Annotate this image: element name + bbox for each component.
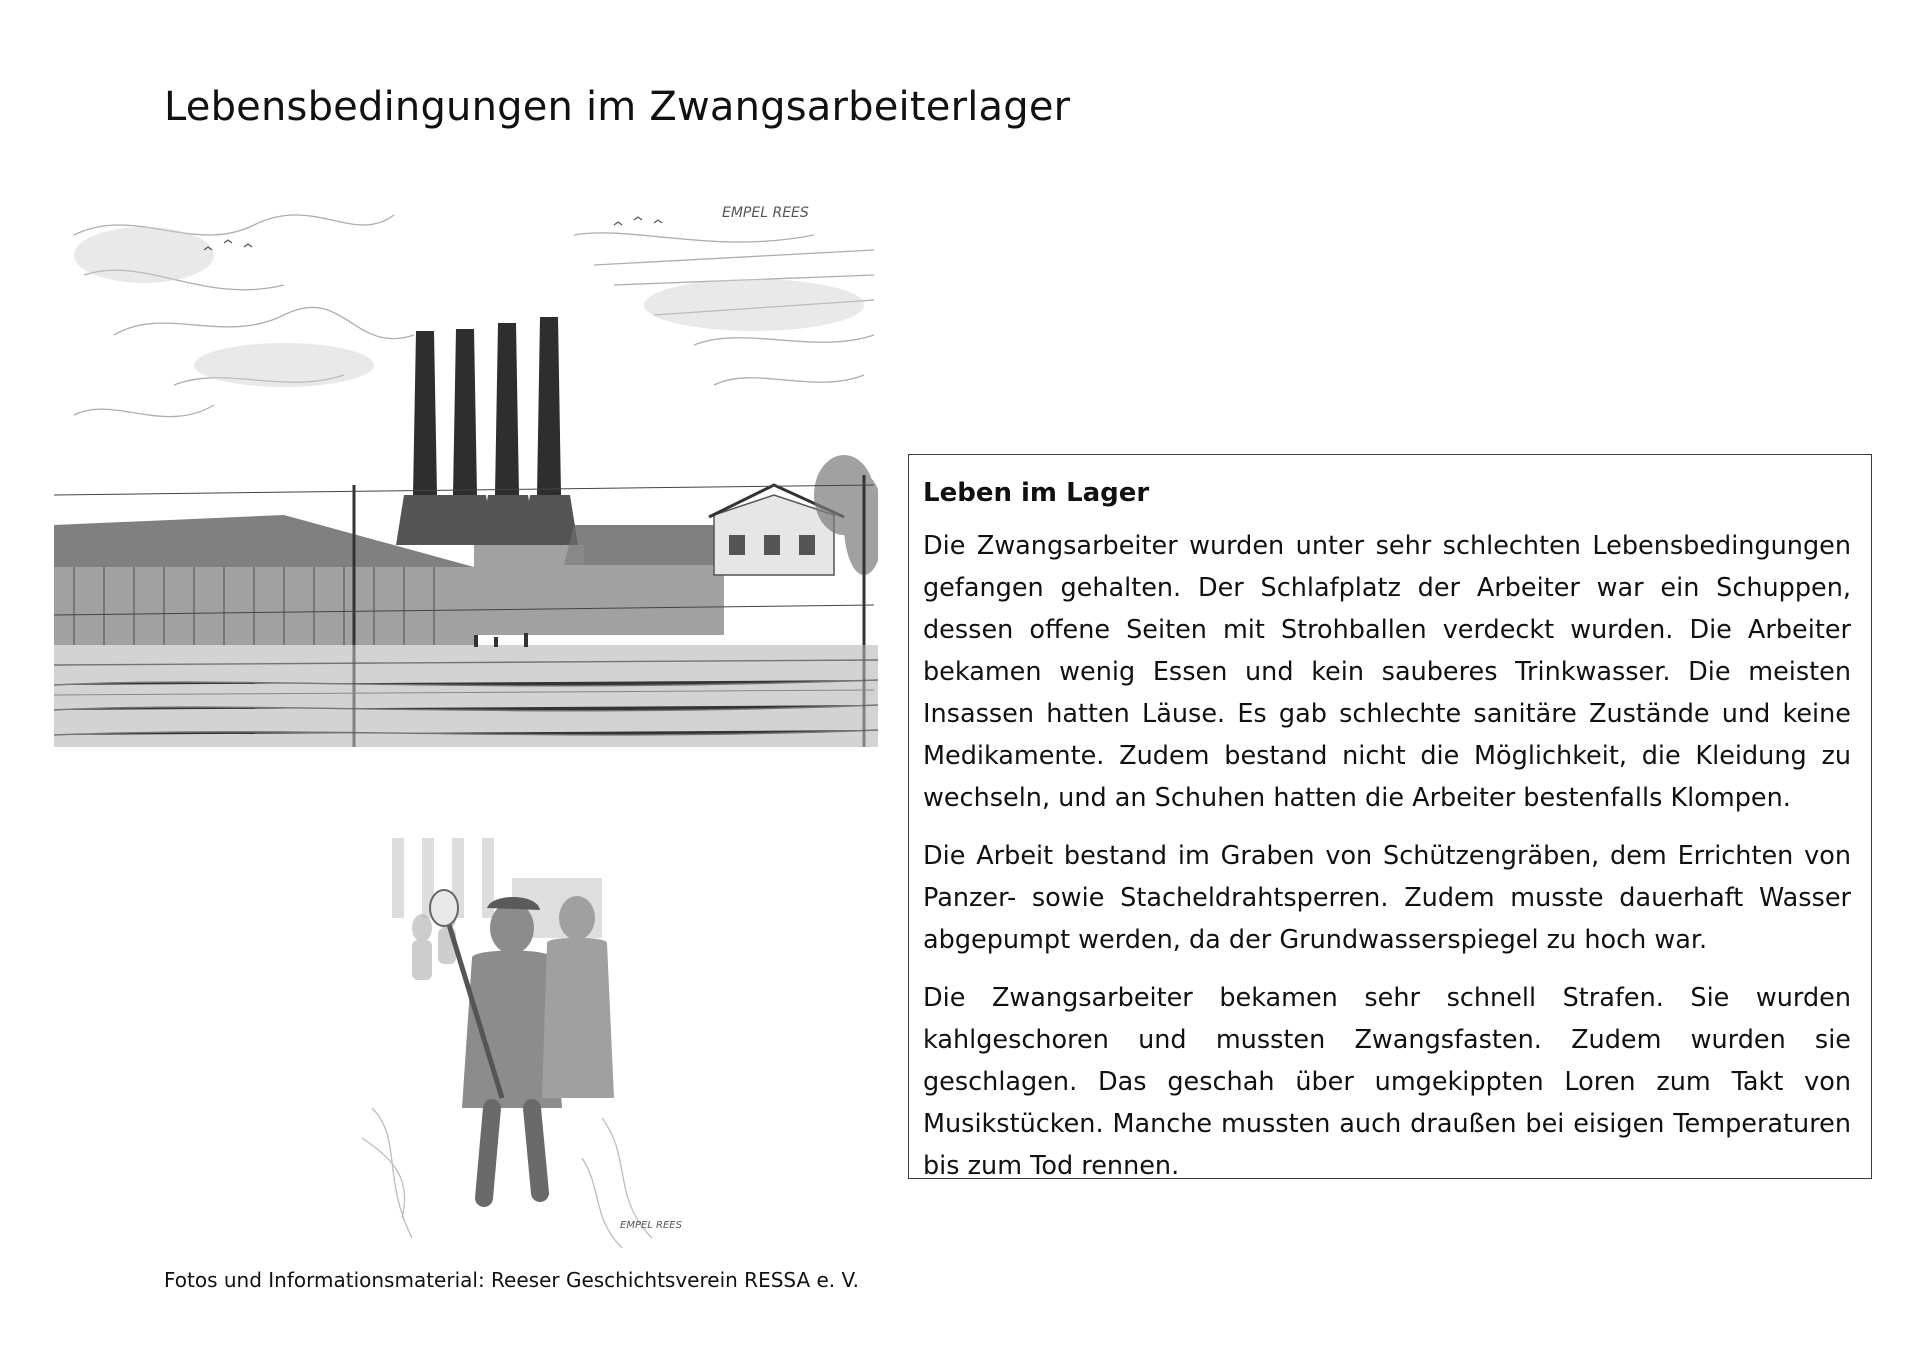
bottom-sketch-signature: EMPEL REES (620, 1220, 682, 1231)
page-title: Lebensbedingungen im Zwangsarbeiterlager (164, 84, 1071, 130)
info-box (908, 454, 1872, 1179)
info-paragraph-work: Die Arbeit bestand im Graben von Schützengräben, dem Errichten von Panzer- sowie Stacheldrahtsperren. Zudem musste dauerhaft Wasser abgepumpt werden, da der Grundwasserspiegel zu hoch war. (923, 840, 1851, 955)
info-paragraph-punishments: Die Zwangsarbeiter bekamen sehr schnell Strafen. Sie wurden kahlgeschoren und mussten Zwangsfasten. Zudem wurden sie geschlagen. Das geschah über umgekippten Loren zum Takt von Musikstücken. Manche mussten auch draußen bei eisigen Temperaturen bis zum Tod rennen. (923, 982, 1851, 1181)
workers-sketch-image (352, 778, 682, 1268)
camp-sketch-image (54, 195, 878, 747)
info-paragraph-living-conditions: Die Zwangsarbeiter wurden unter sehr schlechten Lebensbedingungen gefangen gehalten. Der Schlafplatz der Arbeiter war ein Schuppen, dessen offene Seiten mit Strohballen verdeckt wurden. Die Arbeiter bekamen wenig Essen und kein sauberes Trinkwasser. Die meisten Insassen hatten Läuse. Es gab schlechte sanitäre Zustände und keine Medikamente. Zudem bestand nicht die Möglichkeit, die Kleidung zu wechseln, und an Schuhen hatten die Arbeiter bestenfalls Klompen. (923, 530, 1851, 813)
photo-credit: Fotos und Informationsmaterial: Reeser Geschichtsverein RESSA e. V. (164, 1268, 859, 1292)
info-box-heading: Leben im Lager (923, 478, 1150, 508)
top-sketch-signature: EMPEL REES (722, 205, 809, 221)
